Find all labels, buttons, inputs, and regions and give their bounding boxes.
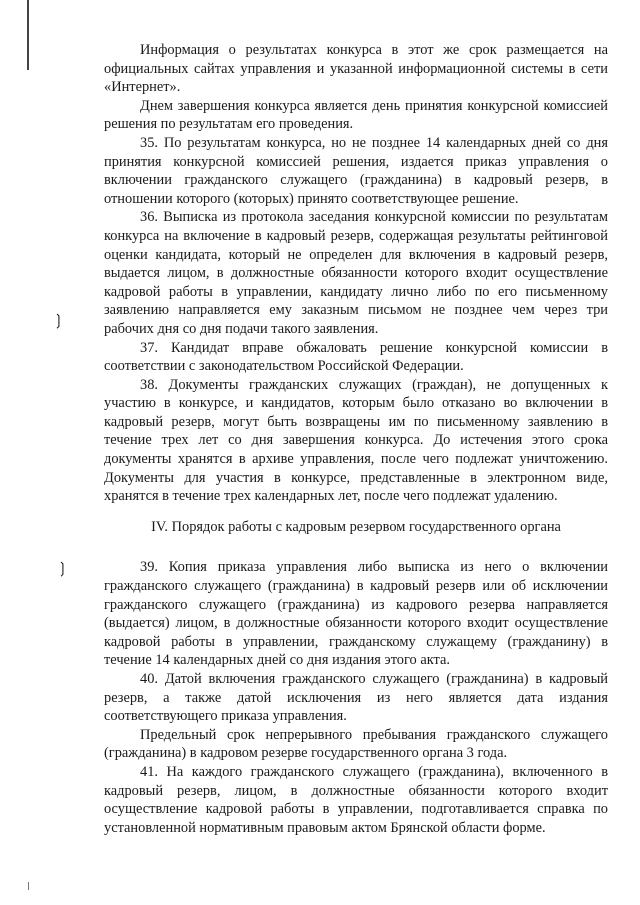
paragraph-item-39: 39. Копия приказа управления либо выписка из него о включении гражданского служащего (гражданина) в кадровый резерв или об исключении гражданского служащего (гражданина) из кадрового резерва направляется (выдается) лицом, в должностные обязанности которого входит осуществление кадровой работы в управлении, гражданскому служащему (гражданину) в течение 14 календарных дней со дня издания этого акта.: [104, 559, 608, 669]
section-heading: IV. Порядок работы с кадровым резервом государственного органа: [151, 518, 561, 535]
binding-edge-line: [27, 0, 29, 70]
document-body: [104, 41, 608, 837]
paragraph-item-37: 37. Кандидат вправе обжаловать решение конкурсной комиссии в соответствии с законодательством Российской Федерации.: [104, 339, 608, 375]
paragraph-item-38: 38. Документы гражданских служащих (граждан), не допущенных к участию в конкурсе, и кандидатов, которым было отказано во включении в кадровый резерв, могут быть возвращены им по письменному заявлению в течение трех лет со дня завершения конкурса. До истечения этого срока документы хранятся в архиве управления, после чего подлежат уничтожению. Документы для участия в конкурсе, представленные в электронном виде, хранятся в течение трех календарных лет, после чего подлежат удалению.: [104, 376, 608, 505]
paragraph-item-40: 40. Датой включения гражданского служащего (гражданина) в кадровый резерв, а также датой исключения из него является дата издания соответствующего приказа управления.: [104, 671, 608, 725]
paragraph: Информация о результатах конкурса в этот же срок размещается на официальных сайтах управления и указанной информационной системы в сети «Интернет».: [104, 42, 608, 96]
paragraph-item-35: 35. По результатам конкурса, но не позднее 14 календарных дней со дня принятия конкурсной комиссией решения, издается приказ управления о включении гражданского служащего (гражданина) в кадровый резерв, в отношении которого (которых) принято соответствующее решение.: [104, 134, 608, 207]
margin-mark: ❳: [52, 311, 65, 329]
scan-artifact-mark: [28, 882, 29, 890]
paragraph-item-36: 36. Выписка из протокола заседания конкурсной комиссии по результатам конкурса на включение в кадровый резерв, содержащая результаты рейтинговой оценки кандидата, который не определен для включения в кадровый резерв, выдается лицом, в должностные обязанности которого входит осуществление кадровой работы в управлении, кандидату лично либо по его письменному заявлению направляется ему заказным письмом не позднее чем через три рабочих дня со дня подачи такого заявления.: [104, 209, 608, 337]
paragraph: Предельный срок непрерывного пребывания гражданского служащего (гражданина) в кадровом резерве государственного органа 3 года.: [104, 726, 608, 762]
margin-mark: ❳: [56, 559, 69, 577]
paragraph: Днем завершения конкурса является день принятия конкурсной комиссией решения по результатам его проведения.: [104, 97, 608, 133]
paragraph-item-41: 41. На каждого гражданского служащего (гражданина), включенного в кадровый резерв, лицом, в должностные обязанности которого входит осуществление кадровой работы в управлении, подготавливается справка по установленной нормативным правовым актом Брянской области форме.: [104, 763, 608, 836]
